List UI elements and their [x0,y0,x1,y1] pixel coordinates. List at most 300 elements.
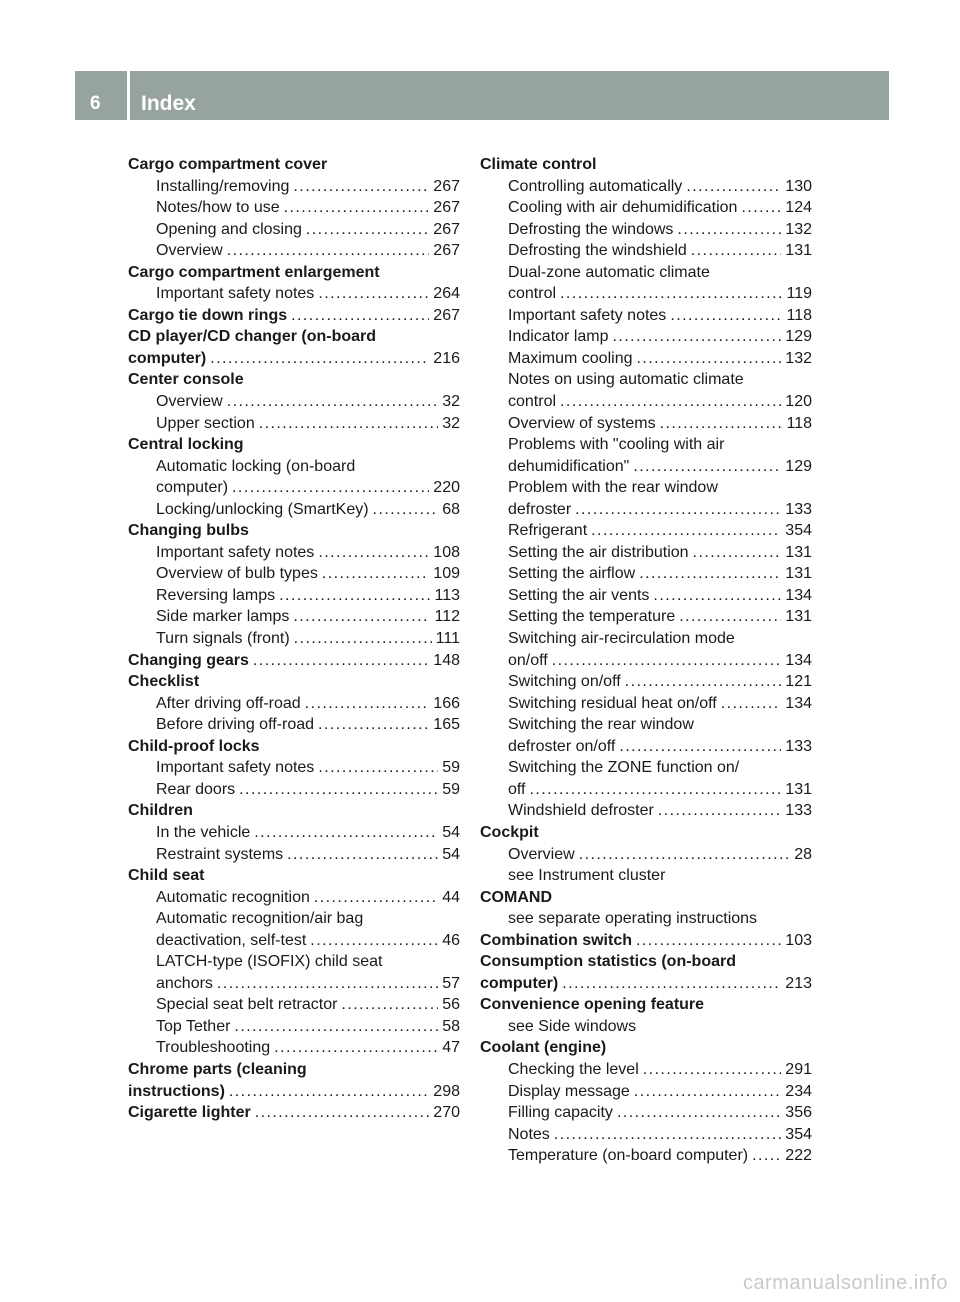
index-subentry [480,477,812,499]
index-subentry [480,1081,812,1103]
page-ref: 133 [785,737,812,755]
index-entry [480,154,812,176]
leader-dots [373,499,439,521]
entry-text: CD player/CD changer (on-board [128,328,377,346]
leader-dots [617,1102,781,1124]
entry-text: Before driving off-road [156,716,315,734]
page-ref: 119 [786,285,812,303]
page-ref: 56 [442,996,460,1014]
leader-dots [579,844,791,866]
entry-text: Automatic recognition/air bag [156,910,364,928]
leader-dots [560,283,782,305]
entry-text: Indicator lamp [508,328,609,346]
entry-text: Upper section [156,414,255,432]
index-subentry [128,219,460,241]
page-ref: 354 [785,522,812,540]
index-subentry [480,800,812,822]
entry-text: Overview of bulb types [156,565,318,583]
index-subentry [480,779,812,801]
header-divider [127,71,130,120]
leader-dots [227,391,439,413]
leader-dots [625,671,782,693]
page-ref: 120 [785,393,812,411]
entry-text: Switching the rear window [508,716,694,734]
index-subentry [480,563,812,585]
leader-dots [560,391,781,413]
leader-dots [305,693,430,715]
index-subentry [128,542,460,564]
leader-dots [633,456,781,478]
index-subentry [480,585,812,607]
page-ref: 113 [434,586,460,604]
index-subentry [480,1145,812,1167]
entry-text: Coolant (engine) [480,1039,607,1057]
index-subentry [480,757,812,779]
index-subentry [480,219,812,241]
page-ref: 131 [785,565,812,583]
entry-text: Installing/removing [156,177,290,195]
index-entry [480,930,812,952]
index-subentry [128,283,460,305]
index-entry [128,434,460,456]
entry-text: Child seat [128,867,205,885]
index-subentry [480,499,812,521]
entry-text: dehumidification" [508,457,630,475]
leader-dots [274,1037,438,1059]
page-ref: 134 [785,694,812,712]
index-entry [128,1102,460,1124]
leader-dots [318,757,438,779]
page-ref: 131 [785,780,812,798]
index-subentry [480,671,812,693]
page-ref: 111 [435,630,460,648]
entry-text: off [508,780,526,798]
entry-text: Setting the air distribution [508,543,689,561]
page-ref: 118 [786,306,812,324]
entry-text: Cigarette lighter [128,1104,251,1122]
index-entry [128,520,460,542]
entry-text: Overview of systems [508,414,656,432]
index-subentry [128,908,460,930]
index-subentry [128,240,460,262]
leader-dots [530,779,782,801]
entry-text: Filling capacity [508,1104,613,1122]
index-subentry [128,1037,460,1059]
page-ref: 220 [433,479,460,497]
index-entry [128,650,460,672]
entry-text: Cooling with air dehumidification [508,199,738,217]
index-column-right [480,154,812,1167]
leader-dots [239,779,438,801]
entry-text: see Side windows [508,1017,637,1035]
entry-text: Switching air-recirculation mode [508,630,735,648]
leader-dots [322,563,429,585]
index-subentry [128,887,460,909]
entry-text: Combination switch [480,931,632,949]
entry-text: In the vehicle [156,823,251,841]
entry-text: Cockpit [480,823,539,841]
index-entry [128,262,460,284]
index-subentry [480,434,812,456]
leader-dots [679,606,781,628]
entry-text: deactivation, self-test [156,931,307,949]
index-entry [128,369,460,391]
index-entry [128,348,460,370]
entry-text: Important safety notes [508,306,667,324]
leader-dots [255,1102,430,1124]
entry-text: defroster on/off [508,737,616,755]
leader-dots [591,520,781,542]
index-subentry [480,176,812,198]
index-subentry [480,714,812,736]
entry-text: Dual-zone automatic climate [508,263,710,281]
index-subentry [480,542,812,564]
index-entry [128,305,460,327]
page-ref: 46 [442,931,460,949]
entry-text: control [508,393,557,411]
leader-dots [721,693,782,715]
entry-text: Switching on/off [508,673,621,691]
leader-dots [259,413,438,435]
page-ref: 131 [785,242,812,260]
entry-text: LATCH-type (ISOFIX) child seat [156,953,383,971]
index-subentry [128,499,460,521]
index-subentry [480,1124,812,1146]
page-ref: 108 [433,543,460,561]
entry-text: Checking the level [508,1060,639,1078]
entry-text: Troubleshooting [156,1039,271,1057]
leader-dots [634,1081,781,1103]
index-subentry [128,456,460,478]
entry-text: Display message [508,1082,630,1100]
index-subentry [480,413,812,435]
leader-dots [314,887,438,909]
index-entry [128,154,460,176]
page-ref: 59 [442,780,460,798]
leader-dots [613,326,782,348]
page-ref: 267 [433,199,460,217]
leader-dots [229,1081,429,1103]
entry-text: on/off [508,651,548,669]
index-subentry [128,822,460,844]
entry-text: Setting the air vents [508,586,650,604]
page-ref: 124 [785,199,812,217]
leader-dots [554,1124,782,1146]
index-subentry [480,391,812,413]
page-ref: 356 [785,1104,812,1122]
entry-text: see separate operating instructions [508,910,758,928]
index-subentry [480,693,812,715]
index-subentry [480,197,812,219]
entry-text: Automatic locking (on-board [156,457,356,475]
page-ref: 121 [785,673,812,691]
entry-text: Cargo compartment cover [128,156,328,173]
page-ref: 133 [785,802,812,820]
entry-text: COMAND [480,888,552,906]
leader-dots [341,994,438,1016]
entry-text: Notes [508,1125,550,1143]
page-ref: 103 [785,931,812,949]
index-entry [128,865,460,887]
leader-dots [294,628,432,650]
page-ref: 298 [433,1082,460,1100]
entry-text: Automatic recognition [156,888,310,906]
entry-text: Refrigerant [508,522,588,540]
index-entry [480,994,812,1016]
index-entry [128,1081,460,1103]
entry-text: Cargo compartment enlargement [128,263,380,281]
index-subentry [128,757,460,779]
index-subentry [480,283,812,305]
page-ref: 234 [785,1082,812,1100]
leader-dots [284,197,430,219]
leader-dots [639,563,781,585]
leader-dots [287,844,438,866]
index-subentry [480,606,812,628]
entry-text: Side marker lamps [156,608,290,626]
entry-text: anchors [156,974,213,992]
entry-text: Overview [508,845,575,863]
page-ref: 57 [442,974,460,992]
page-ref: 68 [442,500,460,518]
entry-text: Climate control [480,156,597,173]
entry-text: Important safety notes [156,759,315,777]
index-subentry [480,456,812,478]
entry-text: see Instrument cluster [508,867,666,885]
index-subentry [128,973,460,995]
index-subentry [480,1102,812,1124]
page-ref: 47 [442,1039,460,1057]
entry-text: Changing bulbs [128,522,249,540]
leader-dots [643,1059,782,1081]
page-ref: 32 [442,414,460,432]
leader-dots [677,219,781,241]
page-ref: 213 [785,974,812,992]
index-entry [480,951,812,973]
leader-dots [318,542,429,564]
page-ref: 130 [785,177,812,195]
leader-dots [686,176,781,198]
index-entry [128,1059,460,1081]
entry-text: Child-proof locks [128,737,260,755]
page-ref: 54 [442,845,460,863]
entry-text: Changing gears [128,651,249,669]
leader-dots [279,585,430,607]
leader-dots [234,1016,438,1038]
leader-dots [310,930,438,952]
leader-dots [253,650,429,672]
entry-text: computer) [128,349,207,367]
entry-text: Locking/unlocking (SmartKey) [156,500,369,518]
index-entry [128,736,460,758]
entry-text: Windshield defroster [508,802,654,820]
entry-text: Overview [156,242,223,260]
page-ref: 267 [433,177,460,195]
entry-text: Important safety notes [156,543,315,561]
leader-dots [291,305,429,327]
page-ref: 133 [785,500,812,518]
leader-dots [636,348,781,370]
entry-text: Children [128,802,193,820]
page-ref: 267 [433,242,460,260]
entry-text: Problem with the rear window [508,479,718,497]
leader-dots [653,585,781,607]
entry-text: defroster [508,500,572,518]
page-ref: 58 [442,1017,460,1035]
index-subentry [128,413,460,435]
leader-dots [693,542,782,564]
page-ref: 222 [785,1147,812,1165]
leader-dots [293,176,429,198]
leader-dots [575,499,781,521]
index-entry [128,671,460,693]
index-subentry [480,865,812,887]
entry-text: Restraint systems [156,845,284,863]
index-subentry [480,650,812,672]
page-ref: 291 [785,1060,812,1078]
index-column-left [128,154,460,1124]
page-ref: 134 [785,651,812,669]
leader-dots [227,240,430,262]
page-ref: 132 [785,349,812,367]
leader-dots [306,219,429,241]
index-subentry [480,1059,812,1081]
entry-text: Setting the airflow [508,565,636,583]
index-subentry [480,348,812,370]
index-subentry [128,693,460,715]
entry-text: Cargo tie down rings [128,306,288,324]
entry-text: Defrosting the windows [508,220,674,238]
entry-text: computer) [480,974,559,992]
index-subentry [480,262,812,284]
leader-dots [741,197,781,219]
index-subentry [128,585,460,607]
entry-text: Checklist [128,673,200,691]
entry-text: control [508,285,557,303]
entry-text: Important safety notes [156,285,315,303]
leader-dots [660,413,783,435]
leader-dots [217,973,438,995]
watermark: carmanualsonline.info [742,1272,948,1294]
index-entry [480,1037,812,1059]
section-title: Index [141,92,196,115]
index-entry [480,887,812,909]
page-header [75,71,889,120]
page-ref: 54 [442,823,460,841]
page-ref: 267 [433,220,460,238]
page-ref: 264 [433,285,460,303]
page-ref: 129 [785,457,812,475]
entry-text: Temperature (on-board computer) [508,1147,749,1165]
index-subentry [480,844,812,866]
leader-dots [293,606,430,628]
index-subentry [128,176,460,198]
index-subentry [128,714,460,736]
page-ref: 148 [433,651,460,669]
page-ref: 118 [786,414,812,432]
index-subentry [128,477,460,499]
entry-text: Switching residual heat on/off [508,694,717,712]
entry-text: computer) [156,479,229,497]
index-subentry [480,240,812,262]
index-subentry [480,628,812,650]
index-subentry [128,994,460,1016]
leader-dots [562,973,781,995]
page-ref: 131 [785,608,812,626]
page-ref: 165 [433,716,460,734]
entry-text: Rear doors [156,780,236,798]
leader-dots [232,477,429,499]
entry-text: After driving off-road [156,694,301,712]
entry-text: Chrome parts (cleaning [128,1060,307,1078]
page-ref: 132 [785,220,812,238]
page-ref: 131 [785,543,812,561]
entry-text: Maximum cooling [508,349,633,367]
entry-text: Top Tether [156,1017,231,1035]
leader-dots [670,305,782,327]
leader-dots [752,1145,781,1167]
page-ref: 166 [433,694,460,712]
page-ref: 354 [785,1125,812,1143]
page-ref: 28 [794,845,812,863]
leader-dots [210,348,429,370]
index-subentry [128,563,460,585]
entry-text: Notes on using automatic climate [508,371,744,389]
entry-text: Consumption statistics (on-board [480,953,736,971]
entry-text: Notes/how to use [156,199,280,217]
entry-text: Defrosting the windshield [508,242,687,260]
entry-text: instructions) [128,1082,225,1100]
page-ref: 44 [442,888,460,906]
index-subentry [480,908,812,930]
index-subentry [128,1016,460,1038]
index-subentry [128,779,460,801]
entry-text: Special seat belt retractor [156,996,338,1014]
index-subentry [480,520,812,542]
page-ref: 129 [785,328,812,346]
entry-text: Overview [156,393,223,411]
index-subentry [480,369,812,391]
index-subentry [128,391,460,413]
entry-text: Controlling automatically [508,177,683,195]
entry-text: Opening and closing [156,220,302,238]
leader-dots [318,283,429,305]
index-subentry [480,305,812,327]
leader-dots [254,822,438,844]
entry-text: Problems with "cooling with air [508,436,725,454]
index-subentry [128,197,460,219]
index-subentry [480,326,812,348]
leader-dots [691,240,782,262]
leader-dots [552,650,782,672]
entry-text: Center console [128,371,244,389]
index-subentry [128,628,460,650]
entry-text: Turn signals (front) [156,630,290,648]
page-ref: 59 [442,759,460,777]
leader-dots [636,930,781,952]
page-ref: 270 [433,1104,460,1122]
page-ref: 134 [785,586,812,604]
index-subentry [480,1016,812,1038]
leader-dots [619,736,781,758]
index-subentry [128,606,460,628]
index-subentry [128,844,460,866]
index-entry [480,973,812,995]
index-subentry [128,951,460,973]
index-subentry [480,736,812,758]
leader-dots [318,714,429,736]
entry-text: Reversing lamps [156,586,276,604]
